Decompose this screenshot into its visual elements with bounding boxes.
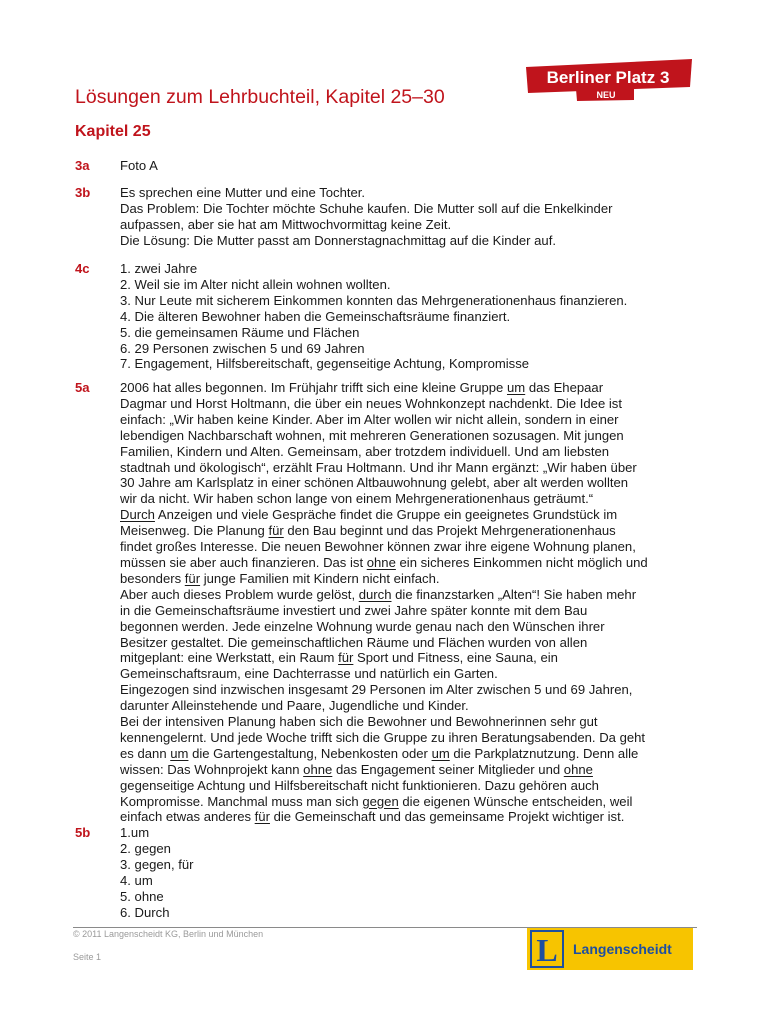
text-line xyxy=(120,809,705,825)
text-segment: Meisenweg. Die Planung xyxy=(120,523,269,539)
text-line: 5. die gemeinsamen Räume und Flächen xyxy=(120,324,360,340)
text-line: 7. Engagement, Hilfsbereitschaft, gegenseitige Achtung, Kompromisse xyxy=(120,356,530,372)
exercise-body xyxy=(120,825,705,920)
text-line xyxy=(120,571,705,587)
text-line xyxy=(120,778,705,794)
underlined-preposition: um xyxy=(431,745,450,761)
text-line xyxy=(120,635,705,651)
page-number: Seite 1 xyxy=(73,952,102,962)
underlined-preposition: ohne xyxy=(563,761,593,777)
text-segment: Familien, Kindern und Alten. Gemeinsam, aber trotzdem individuell. Und am liebsten xyxy=(120,443,610,459)
text-line xyxy=(120,507,705,523)
text-line xyxy=(120,380,705,396)
underlined-preposition: für xyxy=(338,650,354,666)
underlined-preposition: gegen xyxy=(362,793,399,809)
text-line xyxy=(120,396,705,412)
underlined-preposition: um xyxy=(170,745,189,761)
underlined-preposition: Durch xyxy=(120,507,155,523)
exercise-body xyxy=(120,261,705,372)
text-line: 6. 29 Personen zwischen 5 und 69 Jahren xyxy=(120,340,365,356)
text-segment: findet großes Interesse. Die neuen Bewohner können zwar ihre eigene Wohnung planen, xyxy=(120,539,636,555)
text-segment: gegenseitige Achtung und Hilfsbereitschaft nicht funktionieren. Dazu gehören auch xyxy=(120,777,599,793)
text-line: aufpassen, aber sie hat am Mittwochvormittag keine Zeit. xyxy=(120,216,452,232)
exercise-label: 3b xyxy=(75,185,91,200)
text-line: 2. gegen xyxy=(120,840,171,856)
text-segment: Sport und Fitness, eine Sauna, ein xyxy=(353,650,558,666)
langenscheidt-logo xyxy=(527,928,693,970)
text-line: Das Problem: Die Tochter möchte Schuhe kaufen. Die Mutter soll auf die Enkelkinder xyxy=(120,200,613,216)
langenscheidt-l-icon xyxy=(530,930,564,968)
exercise-4c xyxy=(75,261,705,372)
text-segment: Dagmar und Horst Holtmann, die über ein neues Wohnkonzept nachdenkt. Die Idee ist xyxy=(120,395,622,411)
text-line xyxy=(120,587,705,603)
page-title: Lösungen zum Lehrbuchteil, Kapitel 25–30 xyxy=(75,86,445,108)
svg-text:L: L xyxy=(536,932,558,966)
chapter-title: Kapitel 25 xyxy=(75,123,151,140)
exercise-5b xyxy=(75,825,705,920)
text-segment: Kompromisse. Manchmal muss man sich xyxy=(120,793,363,809)
underlined-preposition: ohne xyxy=(303,761,333,777)
text-segment: begonnen werden. Jede einzelne Wohnung wurde genau nach den Wünschen ihrer xyxy=(120,618,605,634)
text-line xyxy=(120,539,705,555)
text-line xyxy=(120,555,705,571)
text-segment: mitgeplant: eine Werkstatt, ein Raum xyxy=(120,650,339,666)
langenscheidt-wordmark: Langenscheidt xyxy=(573,941,672,957)
text-segment: den Bau beginnt und das Projekt Mehrgenerationenhaus xyxy=(283,523,616,539)
berliner-platz-logo xyxy=(522,57,694,101)
text-segment: die Gartengestaltung, Nebenkosten oder xyxy=(188,745,432,761)
underlined-preposition: für xyxy=(254,809,270,825)
text-line xyxy=(120,650,705,666)
text-line xyxy=(120,412,705,428)
text-line: Die Lösung: Die Mutter passt am Donnerstagnachmittag auf die Kinder auf. xyxy=(120,232,556,248)
text-segment: die Parkplatznutzung. Denn alle xyxy=(449,745,639,761)
text-line xyxy=(120,794,705,810)
exercise-label: 5b xyxy=(75,825,91,840)
underlined-preposition: ohne xyxy=(366,554,396,570)
exercise-3a xyxy=(75,158,705,174)
text-segment: müssen sie aber auch finanzieren. Das ist xyxy=(120,554,367,570)
text-line xyxy=(120,460,705,476)
text-line xyxy=(120,762,705,778)
text-segment: 30 Jahre am Karlsplatz in einer schönen Altbauwohnung gelebt, aber alt werden wollten xyxy=(120,475,629,491)
text-segment: wissen: Das Wohnprojekt kann xyxy=(120,761,304,777)
text-segment: Anzeigen und viele Gespräche findet die Gruppe ein geeignetes Grundstück im xyxy=(154,507,618,523)
underlined-preposition: um xyxy=(506,380,526,395)
exercise-label: 5a xyxy=(75,380,90,395)
text-segment: besonders xyxy=(120,570,185,586)
text-segment: es dann xyxy=(120,745,171,761)
text-segment: das Ehepaar xyxy=(525,380,604,395)
exercise-label: 3a xyxy=(75,158,90,173)
text-segment: Eingezogen sind inzwischen insgesamt 29 Personen im Alter zwischen 5 und 69 Jahren, xyxy=(120,682,633,698)
text-line: Es sprechen eine Mutter und eine Tochter. xyxy=(120,185,366,200)
text-segment: Besitzer gestaltet. Die gemeinschaftlichen Räume und Flächen wurden von allen xyxy=(120,634,588,650)
text-line: 2. Weil sie im Alter nicht allein wohnen wollten. xyxy=(120,276,391,292)
text-line xyxy=(120,428,705,444)
text-line xyxy=(120,475,705,491)
text-line xyxy=(120,730,705,746)
text-segment: die eigenen Wünsche entscheiden, weil xyxy=(398,793,633,809)
text-line xyxy=(120,491,705,507)
text-line: 3. Nur Leute mit sicherem Einkommen konnten das Mehrgenerationenhaus finanzieren. xyxy=(120,292,628,308)
text-line: 1.um xyxy=(120,825,150,840)
text-line: Foto A xyxy=(120,158,158,173)
text-line xyxy=(120,666,705,682)
text-segment: junge Familien mit Kindern nicht einfach. xyxy=(200,570,440,586)
text-segment: Bei der intensiven Planung haben sich die Bewohner und Bewohnerinnen sehr gut xyxy=(120,714,598,730)
text-line xyxy=(120,444,705,460)
text-line xyxy=(120,523,705,539)
text-segment: das Engagement seiner Mitglieder und xyxy=(332,761,564,777)
text-segment: Gemeinschaftsraum, eine Dachterrasse und natürlich ein Garten. xyxy=(120,666,498,682)
text-segment: einfach: „Wir haben keine Kinder. Aber im Alter wollen wir nicht allein, sondern in einer xyxy=(120,411,619,427)
text-line xyxy=(120,619,705,635)
exercise-body xyxy=(120,185,705,249)
text-segment: Aber auch dieses Problem wurde gelöst, xyxy=(120,586,359,602)
text-segment: stadtnah und ökologisch“, erzählt Frau Holtmann. Und ihr Mann ergänzt: „Wir haben über xyxy=(120,459,637,475)
text-line: 5. ohne xyxy=(120,888,164,904)
underlined-preposition: durch xyxy=(358,586,392,602)
text-line xyxy=(120,746,705,762)
exercise-label: 4c xyxy=(75,261,90,276)
logo-name: Berliner Platz 3 xyxy=(546,68,670,87)
text-line: 4. Die älteren Bewohner haben die Gemeinschaftsräume finanziert. xyxy=(120,308,511,324)
exercise-body xyxy=(120,380,705,825)
logo-neu-badge: NEU xyxy=(596,90,616,100)
text-segment: 2006 hat alles begonnen. Im Frühjahr trifft sich eine kleine Gruppe xyxy=(120,380,507,395)
text-line xyxy=(120,714,705,730)
exercise-5a xyxy=(75,380,705,825)
text-segment: kennengelernt. Und jede Woche trifft sich die Gruppe zu ihren Beratungsabenden. Da geht xyxy=(120,729,646,745)
exercise-3b xyxy=(75,185,705,249)
text-segment: die Gemeinschaft und das gemeinsame Projekt wichtiger ist. xyxy=(269,809,625,825)
text-line xyxy=(120,698,705,714)
text-line: 3. gegen, für xyxy=(120,856,194,872)
text-line: 6. Durch xyxy=(120,904,170,920)
exercise-body xyxy=(120,158,705,174)
underlined-preposition: für xyxy=(268,523,284,539)
text-segment: die finanzstarken „Alten“! Sie haben mehr xyxy=(391,586,637,602)
text-segment: ein sicheres Einkommen nicht möglich und xyxy=(395,554,648,570)
text-segment: wir da nicht. Wir haben schon lange von einem Mehrgenerationenhaus geträumt.“ xyxy=(120,491,594,507)
text-segment: darunter Alleinstehende und Paare, Jugendliche und Kinder. xyxy=(120,698,469,714)
underlined-preposition: für xyxy=(184,570,201,586)
copyright: © 2011 Langenscheidt KG, Berlin und München xyxy=(73,929,264,939)
text-line: 1. zwei Jahre xyxy=(120,261,198,276)
text-line xyxy=(120,603,705,619)
text-segment: einfach etwas anderes xyxy=(120,809,255,825)
text-segment: in die Gemeinschaftsräume investiert und zwei Jahre später konnte mit dem Bau xyxy=(120,602,588,618)
text-segment: lebendigen Nachbarschaft wohnen, mit mehreren Generationen sozusagen. Mit jungen xyxy=(120,427,624,443)
text-line xyxy=(120,682,705,698)
text-line: 4. um xyxy=(120,872,153,888)
